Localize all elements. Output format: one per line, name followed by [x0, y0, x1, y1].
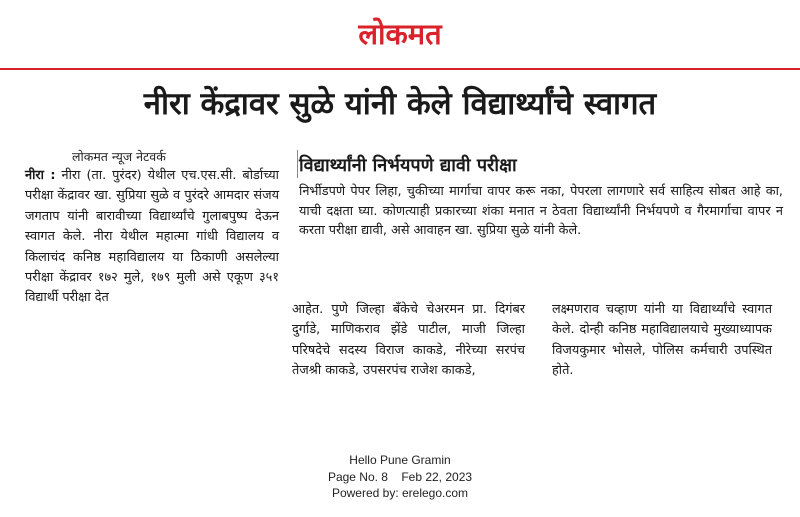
masthead [0, 0, 800, 70]
subhead-marker [297, 150, 298, 178]
article-byline: लोकमत न्यूज नेटवर्क [72, 149, 166, 164]
page-footer [0, 452, 800, 502]
article-column-2: आहेत. पुणे जिल्हा बँकेचे चेअरमन प्रा. दिगंबर दुर्गाडे, माणिकराव झेंडे पाटील, माजी जिल्हा परिषदेचे सदस्य विराज काकडे, नीरेच्या सरपंच तेजश्री काकडे, उपसरपंच राजेश काकडे, [292, 302, 525, 379]
masthead-divider [0, 68, 800, 70]
article-column-3: लक्ष्मणराव चव्हाण यांनी या विद्यार्थ्यांचे स्वागत केले. दोन्ही कनिष्ठ महाविद्यालयाचे मुख्याध्यापक विजयकुमार भोसले, पोलिस कर्मचारी उपस्थित होते. [552, 302, 772, 379]
article-dateline: नीरा : [25, 168, 56, 183]
page-and-date: Page No. 8 Feb 22, 2023 [327, 469, 473, 484]
edition-name: Hello Pune Gramin [349, 453, 451, 467]
article-subhead: विद्यार्थ्यांनी निर्भयपणे द्यावी परीक्षा [299, 155, 517, 176]
column-1-text: नीरा (ता. पुरंदर) येथील एच.एस.सी. बोर्डाच्या परीक्षा केंद्रावर खा. सुप्रिया सुळे व पुरंदरे आमदार संजय जगताप यांनी बारावीच्या विद्यार्थ्यांचे गुलाबपुष्प देऊन स्वागत केले. नीरा येथील महात्मा गांधी विद्यालय व किलाचंद कनिष्ठ महाविद्यालय या ठिकाणी असलेल्या परीक्षा केंद्रावर १७२ मुले, १७९ मुली असे एकूण ३५१ विद्यार्थी परीक्षा देत [25, 168, 279, 306]
powered-by: Powered by: erelego.com [331, 486, 469, 500]
article-headline: नीरा केंद्रावर सुळे यांनी केले विद्यार्थ्यांचे स्वागत [143, 86, 657, 122]
newspaper-logo: लोकमत [358, 17, 442, 51]
article-highlight-quote: निर्भीडपणे पेपर लिहा, चुकीच्या मार्गाचा वापर करू नका, पेपरला लागणारे सर्व साहित्य सोबत आहे का, याची दक्षता घ्या. कोणत्याही प्रकारच्या शंका मनात न ठेवता विद्यार्थ्यांनी निर्भयपणे व गैरमार्गाचा वापर न करता परीक्षा द्यावी, असे आवाहन खा. सुप्रिया सुळे यांनी केले. [299, 184, 783, 239]
article-column-1 [25, 166, 279, 309]
